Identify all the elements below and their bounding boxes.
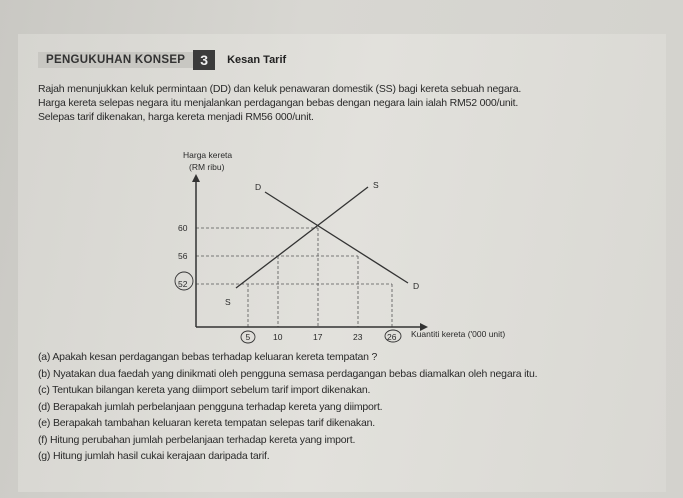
question-item: (e) Berapakah tambahan keluaran kereta tempatan selepas tarif dikenakan. [38,417,375,429]
section-label: PENGUKUHAN KONSEP [38,52,193,68]
y-axis-label: Harga kereta [183,150,233,160]
question-item: (c) Tentukan bilangan kereta yang diimport sebelum tarif import dikenakan. [38,384,371,396]
x-tick-label: 17 [313,332,323,342]
y-tick-label: 60 [178,223,188,233]
question-item: (f) Hitung perubahan jumlah perbelanjaan terhadap kereta yang import. [38,433,356,446]
y-tick-label: 56 [178,251,188,261]
section-title: Kesan Tarif [227,54,287,66]
intro-line: Rajah menunjukkan keluk permintaan (DD) dan keluk penawaran domestik (SS) bagi kereta sebuah negara. [38,83,522,95]
x-tick-label: 10 [273,332,283,342]
question-item: (g) Hitung jumlah hasil cukai kerajaan daripada tarif. [38,450,270,462]
supply-label-start: S [225,297,231,307]
question-item: (d) Berapakah jumlah perbelanjaan pengguna terhadap kereta yang diimport. [38,400,383,413]
question-item: (a) Apakah kesan perdagangan bebas terhadap keluaran kereta tempatan ? [38,351,378,363]
supply-label-end: S [373,180,379,190]
supply-curve [236,187,368,288]
demand-label-start: D [255,182,262,192]
x-tick-label: 5 [245,332,251,342]
y-tick-label: 52 [178,279,188,289]
demand-curve [265,192,408,283]
demand-label-end: D [413,281,420,291]
x-tick-label: 26 [387,332,397,342]
intro-line: Harga kereta selepas negara itu menjalankan perdagangan bebas dengan negara lain ialah RM52 000/unit. [38,97,519,109]
y-axis-arrow-icon [192,174,200,182]
y-axis-label-unit: (RM ribu) [189,162,225,172]
x-tick-label: 23 [353,332,363,342]
section-number: 3 [193,50,215,70]
x-axis-label: Kuantiti kereta ('000 unit) [411,329,506,339]
intro-line: Selepas tarif dikenakan, harga kereta menjadi RM56 000/unit. [38,111,314,123]
question-item: (b) Nyatakan dua faedah yang dinikmati oleh pengguna semasa perdagangan bebas diamalkan oleh negara itu. [38,367,538,380]
